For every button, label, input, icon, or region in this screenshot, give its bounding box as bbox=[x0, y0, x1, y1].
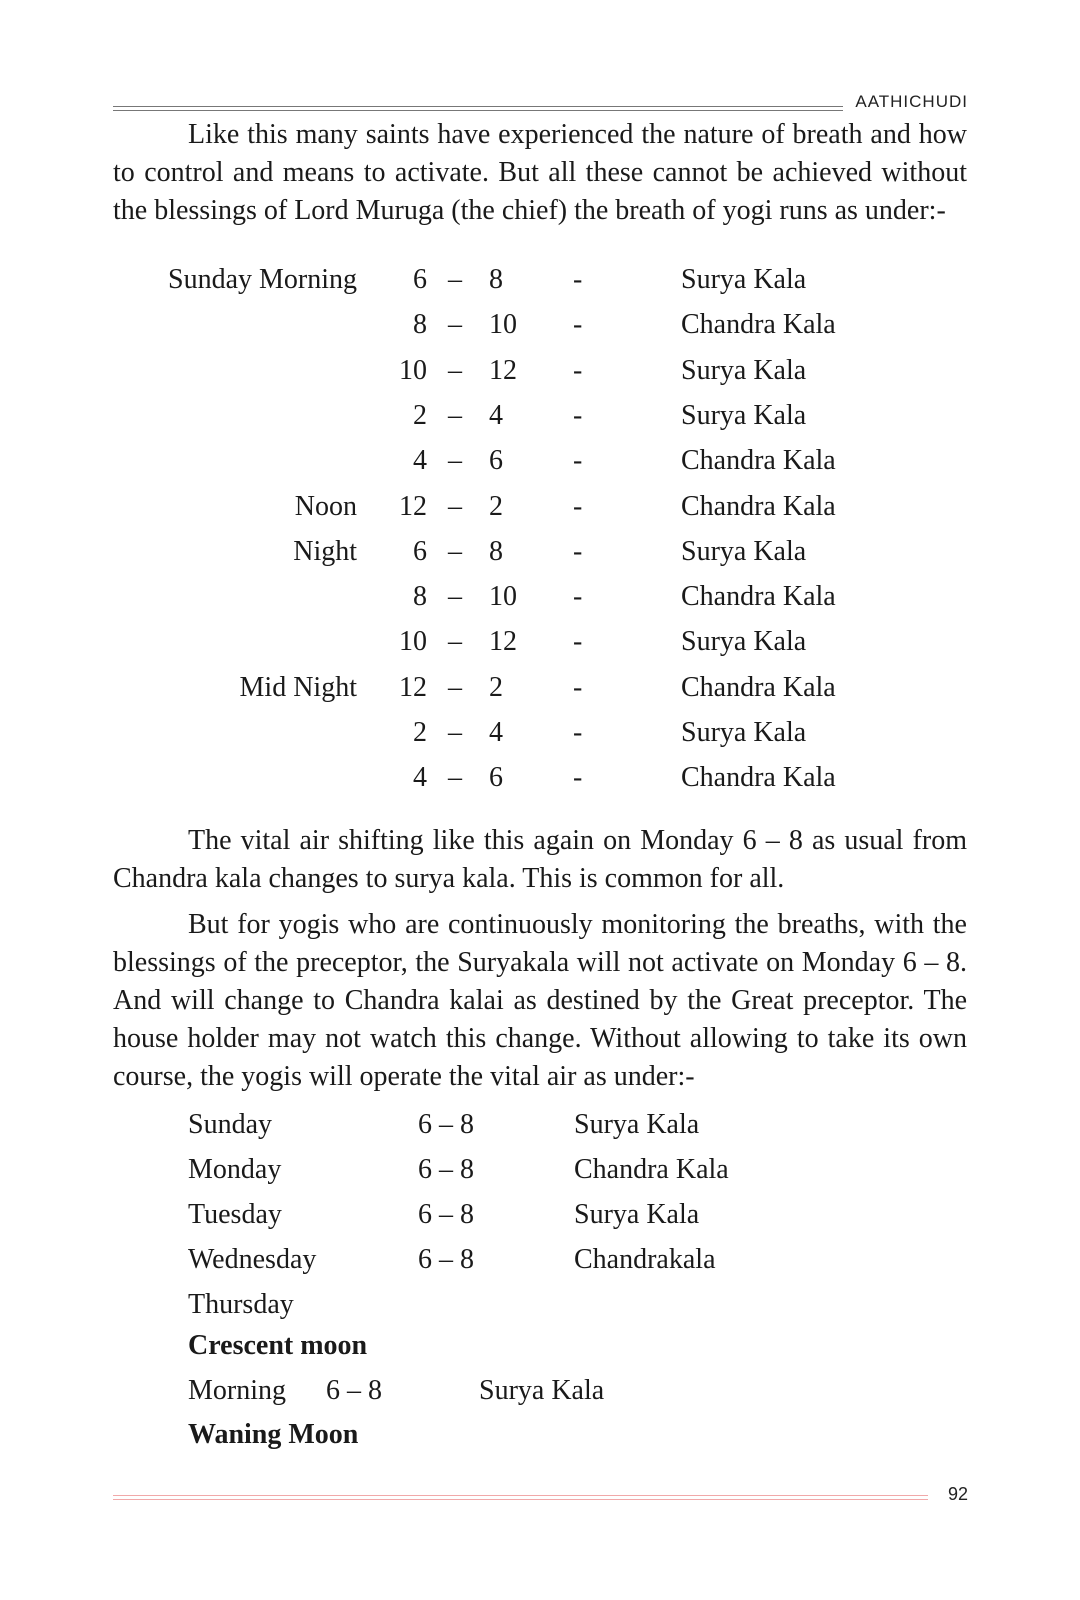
schedule-to: 2 bbox=[489, 672, 503, 703]
schedule-separator: - bbox=[573, 355, 583, 386]
weekday-day: Monday bbox=[188, 1154, 282, 1185]
schedule-dash: – bbox=[448, 309, 462, 340]
schedule-kala: Surya Kala bbox=[681, 400, 807, 431]
schedule-to: 10 bbox=[489, 581, 517, 612]
schedule-dash: – bbox=[448, 445, 462, 476]
schedule-from: 10 bbox=[399, 355, 427, 386]
schedule-kala: Surya Kala bbox=[681, 536, 807, 567]
schedule-to: 2 bbox=[489, 491, 503, 522]
weekday-day: Tuesday bbox=[188, 1199, 282, 1230]
schedule-separator: - bbox=[573, 536, 583, 567]
schedule-from: 4 bbox=[413, 762, 427, 793]
schedule-separator: - bbox=[573, 400, 583, 431]
schedule-from: 2 bbox=[413, 400, 427, 431]
schedule-kala: Chandra Kala bbox=[681, 445, 836, 476]
schedule-to: 4 bbox=[489, 717, 503, 748]
crescent-moon-heading: Crescent moon bbox=[188, 1330, 368, 1361]
crescent-kala: Surya Kala bbox=[479, 1375, 605, 1406]
schedule-kala: Chandra Kala bbox=[681, 762, 836, 793]
schedule-period-label: Night bbox=[293, 536, 357, 567]
schedule-from: 6 bbox=[413, 264, 427, 295]
schedule-to: 8 bbox=[489, 536, 503, 567]
schedule-kala: Chandra Kala bbox=[681, 309, 836, 340]
schedule-period-label: Sunday Morning bbox=[168, 264, 357, 295]
vital-air-paragraph: The vital air shifting like this again on Monday 6 – 8 as usual from Chandra kala changes to surya kala. This is common for all. bbox=[113, 825, 967, 894]
schedule-from: 12 bbox=[399, 672, 427, 703]
schedule-to: 10 bbox=[489, 309, 517, 340]
weekday-day: Sunday bbox=[188, 1109, 272, 1140]
schedule-from: 6 bbox=[413, 536, 427, 567]
weekday-day: Wednesday bbox=[188, 1244, 317, 1275]
schedule-separator: - bbox=[573, 717, 583, 748]
schedule-to: 6 bbox=[489, 762, 503, 793]
schedule-from: 2 bbox=[413, 717, 427, 748]
weekday-kala: Chandra Kala bbox=[574, 1154, 729, 1185]
schedule-separator: - bbox=[573, 264, 583, 295]
schedule-kala: Chandra Kala bbox=[681, 491, 836, 522]
schedule-dash: – bbox=[448, 717, 462, 748]
schedule-kala: Surya Kala bbox=[681, 626, 807, 657]
weekday-time: 6 – 8 bbox=[418, 1109, 474, 1140]
schedule-kala: Chandra Kala bbox=[681, 581, 836, 612]
schedule-dash: – bbox=[448, 672, 462, 703]
schedule-separator: - bbox=[573, 445, 583, 476]
schedule-from: 10 bbox=[399, 626, 427, 657]
schedule-separator: - bbox=[573, 762, 583, 793]
yogis-paragraph: But for yogis who are continuously monitoring the breaths, with the blessings of the preceptor, the Suryakala will not activate on Monday 6 – 8. And will change to Chandra kalai as destined by the Great preceptor. The house holder may not watch this change. Without allowing to take its own course, the yogis will operate the vital air as under:- bbox=[113, 909, 967, 1092]
schedule-period-label: Noon bbox=[294, 491, 357, 522]
schedule-kala: Surya Kala bbox=[681, 264, 807, 295]
schedule-dash: – bbox=[448, 581, 462, 612]
schedule-dash: – bbox=[448, 400, 462, 431]
waning-moon-heading: Waning Moon bbox=[188, 1419, 359, 1450]
intro-paragraph: Like this many saints have experienced the nature of breath and how to control and means to activate. But all these cannot be achieved without the blessings of Lord Muruga (the chief) the breath of yogi runs as under:- bbox=[113, 119, 967, 226]
schedule-period-label: Mid Night bbox=[239, 672, 357, 703]
crescent-morning-label: Morning bbox=[188, 1375, 286, 1406]
weekday-day: Thursday bbox=[188, 1289, 294, 1320]
schedule-separator: - bbox=[573, 309, 583, 340]
weekday-kala: Chandrakala bbox=[574, 1244, 716, 1275]
schedule-dash: – bbox=[448, 491, 462, 522]
weekday-time: 6 – 8 bbox=[418, 1244, 474, 1275]
schedule-dash: – bbox=[448, 762, 462, 793]
schedule-dash: – bbox=[448, 264, 462, 295]
schedule-to: 4 bbox=[489, 400, 503, 431]
schedule-dash: – bbox=[448, 355, 462, 386]
schedule-to: 6 bbox=[489, 445, 503, 476]
schedule-from: 4 bbox=[413, 445, 427, 476]
weekday-time: 6 – 8 bbox=[418, 1199, 474, 1230]
weekday-kala: Surya Kala bbox=[574, 1109, 700, 1140]
schedule-separator: - bbox=[573, 491, 583, 522]
schedule-separator: - bbox=[573, 581, 583, 612]
schedule-kala: Surya Kala bbox=[681, 717, 807, 748]
schedule-separator: - bbox=[573, 626, 583, 657]
running-header: AATHICHUDI bbox=[855, 92, 968, 111]
header-rule bbox=[113, 106, 843, 111]
crescent-time: 6 – 8 bbox=[326, 1375, 382, 1406]
schedule-dash: – bbox=[448, 626, 462, 657]
schedule-dash: – bbox=[448, 536, 462, 567]
schedule-kala: Chandra Kala bbox=[681, 672, 836, 703]
schedule-to: 12 bbox=[489, 355, 517, 386]
schedule-from: 8 bbox=[413, 581, 427, 612]
schedule-from: 8 bbox=[413, 309, 427, 340]
schedule-separator: - bbox=[573, 672, 583, 703]
schedule-to: 12 bbox=[489, 626, 517, 657]
schedule-kala: Surya Kala bbox=[681, 355, 807, 386]
footer-rule bbox=[113, 1495, 928, 1500]
schedule-from: 12 bbox=[399, 491, 427, 522]
weekday-time: 6 – 8 bbox=[418, 1154, 474, 1185]
schedule-to: 8 bbox=[489, 264, 503, 295]
weekday-kala: Surya Kala bbox=[574, 1199, 700, 1230]
page-number: 92 bbox=[947, 1484, 968, 1504]
